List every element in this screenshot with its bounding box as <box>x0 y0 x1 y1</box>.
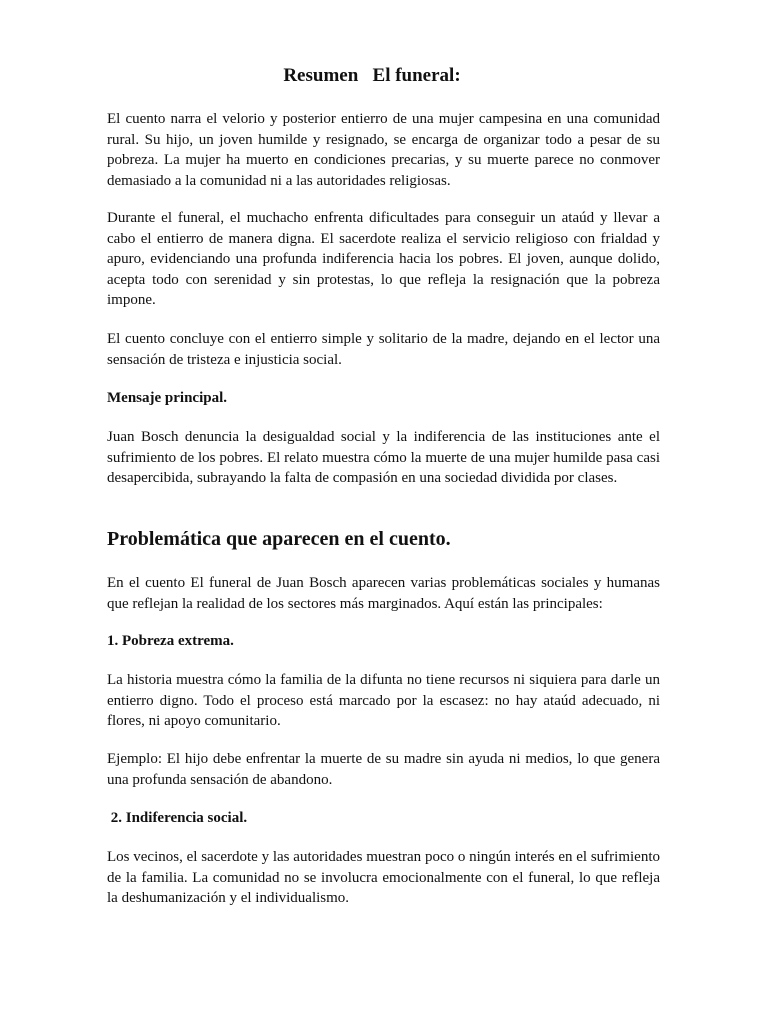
summary-paragraph-2: Durante el funeral, el muchacho enfrenta dificultades para conseguir un ataúd y llevar a cabo el entierro de manera digna. El sacerdote realiza el servicio religioso con frialdad y apuro, evidenciando una profunda indiferencia hacia los pobres. El joven, aunque dolido, acepta todo con serenidad y sin protestas, lo que refleja la resignación que la pobreza impone. <box>107 210 660 308</box>
document-title: Resumen El funeral: <box>283 65 461 86</box>
problem-1-example: Ejemplo: El hijo debe enfrentar la muerte de su madre sin ayuda ni medios, lo que genera una profunda sensación de abandono. <box>107 751 660 788</box>
problem-2-paragraph: Los vecinos, el sacerdote y las autoridades muestran poco o ningún interés en el sufrimiento de la familia. La comunidad no se involucra emocionalmente con el funeral, lo que refleja la deshumanización y el individualismo. <box>107 849 660 906</box>
problem-1-heading: 1. Pobreza extrema. <box>107 633 234 649</box>
problems-intro-paragraph: En el cuento El funeral de Juan Bosch aparecen varias problemáticas sociales y humanas que reflejan la realidad de los sectores más marginados. Aquí están las principales: <box>107 575 660 612</box>
summary-paragraph-3: El cuento concluye con el entierro simple y solitario de la madre, dejando en el lector una sensación de tristeza e injusticia social. <box>107 331 660 368</box>
message-paragraph: Juan Bosch denuncia la desigualdad social y la indiferencia de las instituciones ante el sufrimiento de los pobres. El relato muestra cómo la muerte de una mujer humilde pasa casi desapercibida, subrayando la falta de compasión en una sociedad dividida por clases. <box>107 429 660 486</box>
problems-heading: Problemática que aparecen en el cuento. <box>107 528 451 550</box>
problem-1-paragraph: La historia muestra cómo la familia de la difunta no tiene recursos ni siquiera para darle un entierro digno. Todo el proceso está marcado por la escasez: no hay ataúd adecuado, ni flores, ni apoyo comunitario. <box>107 672 660 729</box>
summary-paragraph-1: El cuento narra el velorio y posterior entierro de una mujer campesina en una comunidad rural. Su hijo, un joven humilde y resignado, se encarga de organizar todo a pesar de su pobreza. La mujer ha muerto en condiciones precarias, y su muerte parece no conmover demasiado a la comunidad ni a las autoridades religiosas. <box>107 111 660 189</box>
problem-2-heading: 2. Indiferencia social. <box>107 810 248 826</box>
message-heading: Mensaje principal. <box>107 390 227 406</box>
